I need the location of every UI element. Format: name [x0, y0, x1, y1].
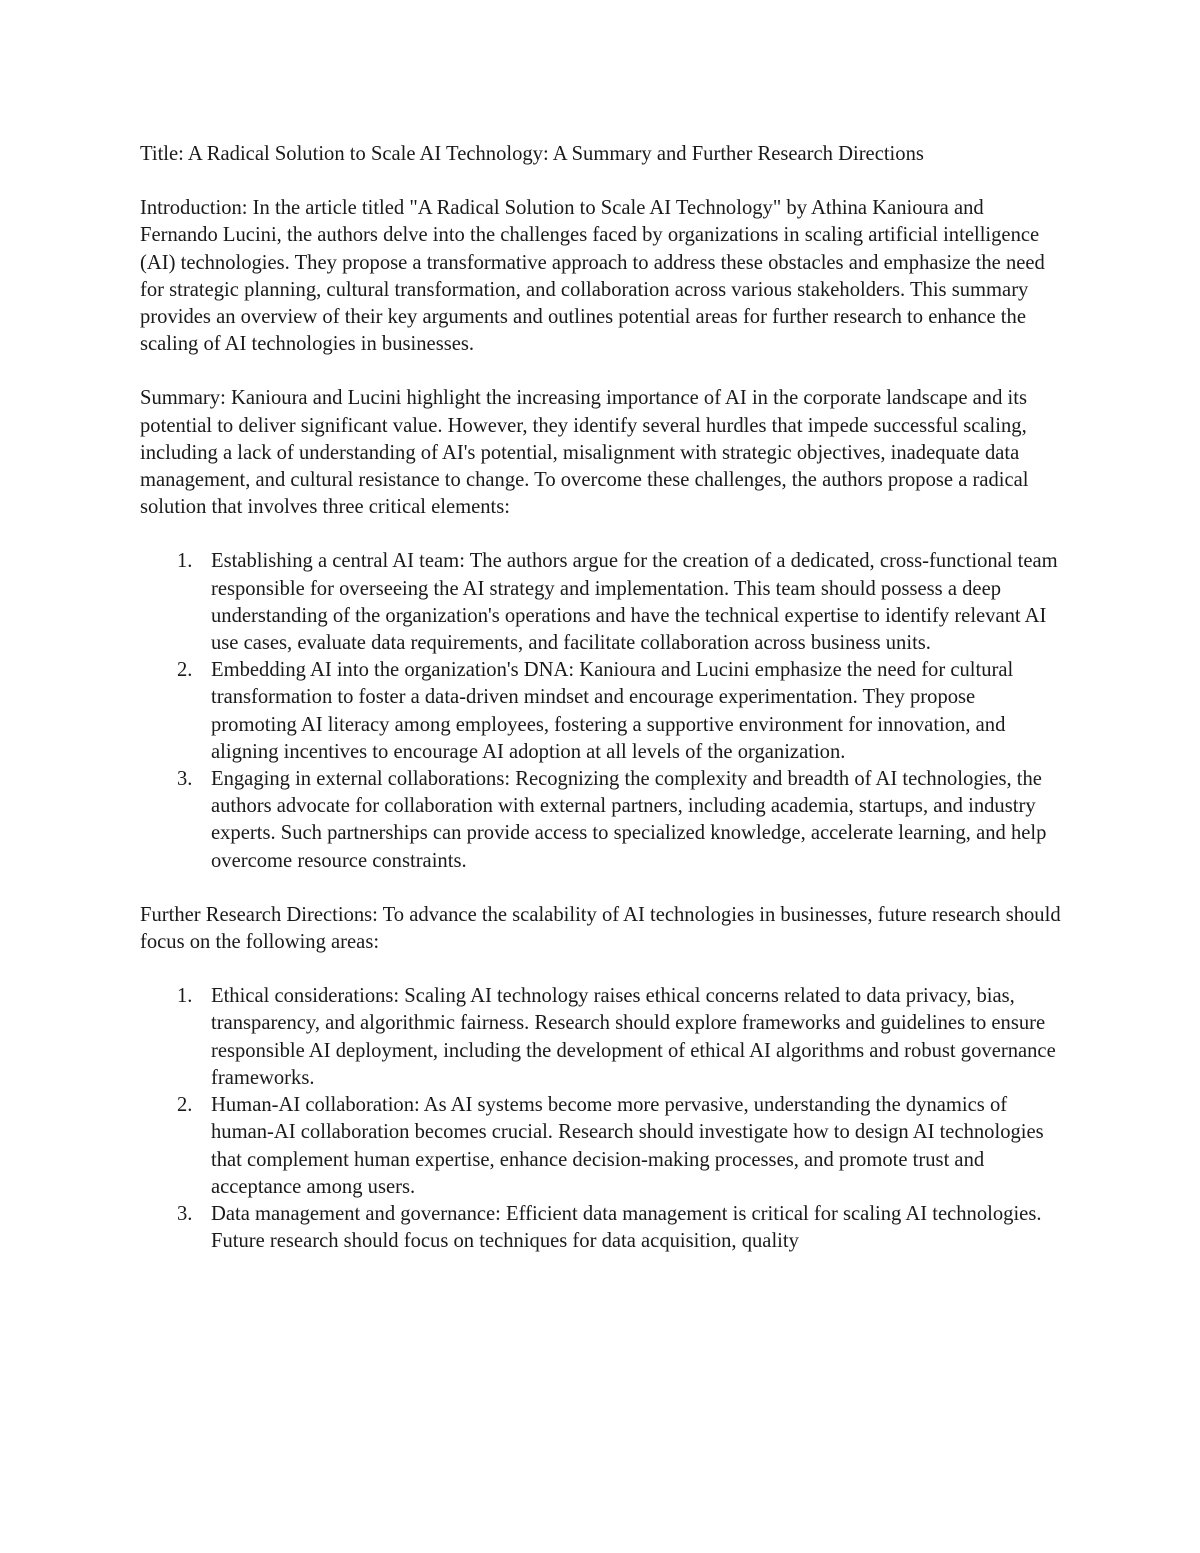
list-item-text: Data management and governance: Efficient data management is critical for scaling AI technologies. Future research should focus on techniques for data acquisition, quality	[211, 1202, 1042, 1253]
list-number: 2.	[177, 1094, 193, 1117]
list-item	[140, 1201, 1065, 1255]
list-item-text: Human-AI collaboration: As AI systems become more pervasive, understanding the dynamics of human-AI collaboration becomes crucial. Research should investigate how to design AI technologies that complement human expertise, enhance decision-making processes, and promote trust and acceptance among users.	[211, 1094, 1044, 1198]
document-title: Title: A Radical Solution to Scale AI Technology: A Summary and Further Research Directions	[140, 143, 924, 165]
list-item-text: Engaging in external collaborations: Recognizing the complexity and breadth of AI technologies, the authors advocate for collaboration with external partners, including academia, startups, and industry experts. Such partnerships can provide access to specialized knowledge, accelerate learning, and help overcome resource constraints.	[211, 768, 1047, 872]
further-research-paragraph: Further Research Directions: To advance the scalability of AI technologies in businesses, future research should focus on the following areas:	[140, 903, 1061, 954]
list-item-text: Establishing a central AI team: The authors argue for the creation of a dedicated, cross-functional team responsible for overseeing the AI strategy and implementation. This team should possess a deep understanding of the organization's operations and have the technical expertise to identify relevant AI use cases, evaluate data requirements, and facilitate collaboration across business units.	[211, 550, 1058, 655]
list-number: 3.	[177, 768, 193, 791]
list-number: 1.	[177, 985, 193, 1008]
list-item	[140, 657, 1065, 766]
list-item-text: Ethical considerations: Scaling AI technology raises ethical concerns related to data privacy, bias, transparency, and algorithmic fairness. Research should explore frameworks and guidelines to ensure responsible AI deployment, including the development of ethical AI algorithms and robust governance frameworks.	[211, 985, 1056, 1089]
critical-elements-list	[140, 548, 1065, 874]
summary-paragraph: Summary: Kanioura and Lucini highlight the increasing importance of AI in the corporate landscape and its potential to deliver significant value. However, they identify several hurdles that impede successful scaling, including a lack of understanding of AI's potential, misalignment with strategic objectives, inadequate data management, and cultural resistance to change. To overcome these challenges, the authors propose a radical solution that involves three critical elements:	[140, 387, 1029, 519]
research-areas-list	[140, 983, 1065, 1255]
list-item	[140, 983, 1065, 1092]
list-number: 1.	[177, 550, 193, 573]
introduction-paragraph: Introduction: In the article titled "A Radical Solution to Scale AI Technology" by Athina Kanioura and Fernando Lucini, the authors delve into the challenges faced by organizations in scaling artificial intelligence (AI) technologies. They propose a transformative approach to address these obstacles and emphasize the need for strategic planning, cultural transformation, and collaboration across various stakeholders. This summary provides an overview of their key arguments and outlines potential areas for further research to enhance the scaling of AI technologies in businesses.	[140, 197, 1045, 356]
list-number: 3.	[177, 1202, 193, 1225]
list-item	[140, 1092, 1065, 1201]
list-item	[140, 548, 1065, 657]
list-item	[140, 766, 1065, 875]
document-page	[140, 141, 1065, 1255]
list-number: 2.	[177, 659, 193, 682]
list-item-text: Embedding AI into the organization's DNA: Kanioura and Lucini emphasize the need for cultural transformation to foster a data-driven mindset and encourage experimentation. They propose promoting AI literacy among employees, fostering a supportive environment for innovation, and aligning incentives to encourage AI adoption at all levels of the organization.	[211, 659, 1014, 763]
